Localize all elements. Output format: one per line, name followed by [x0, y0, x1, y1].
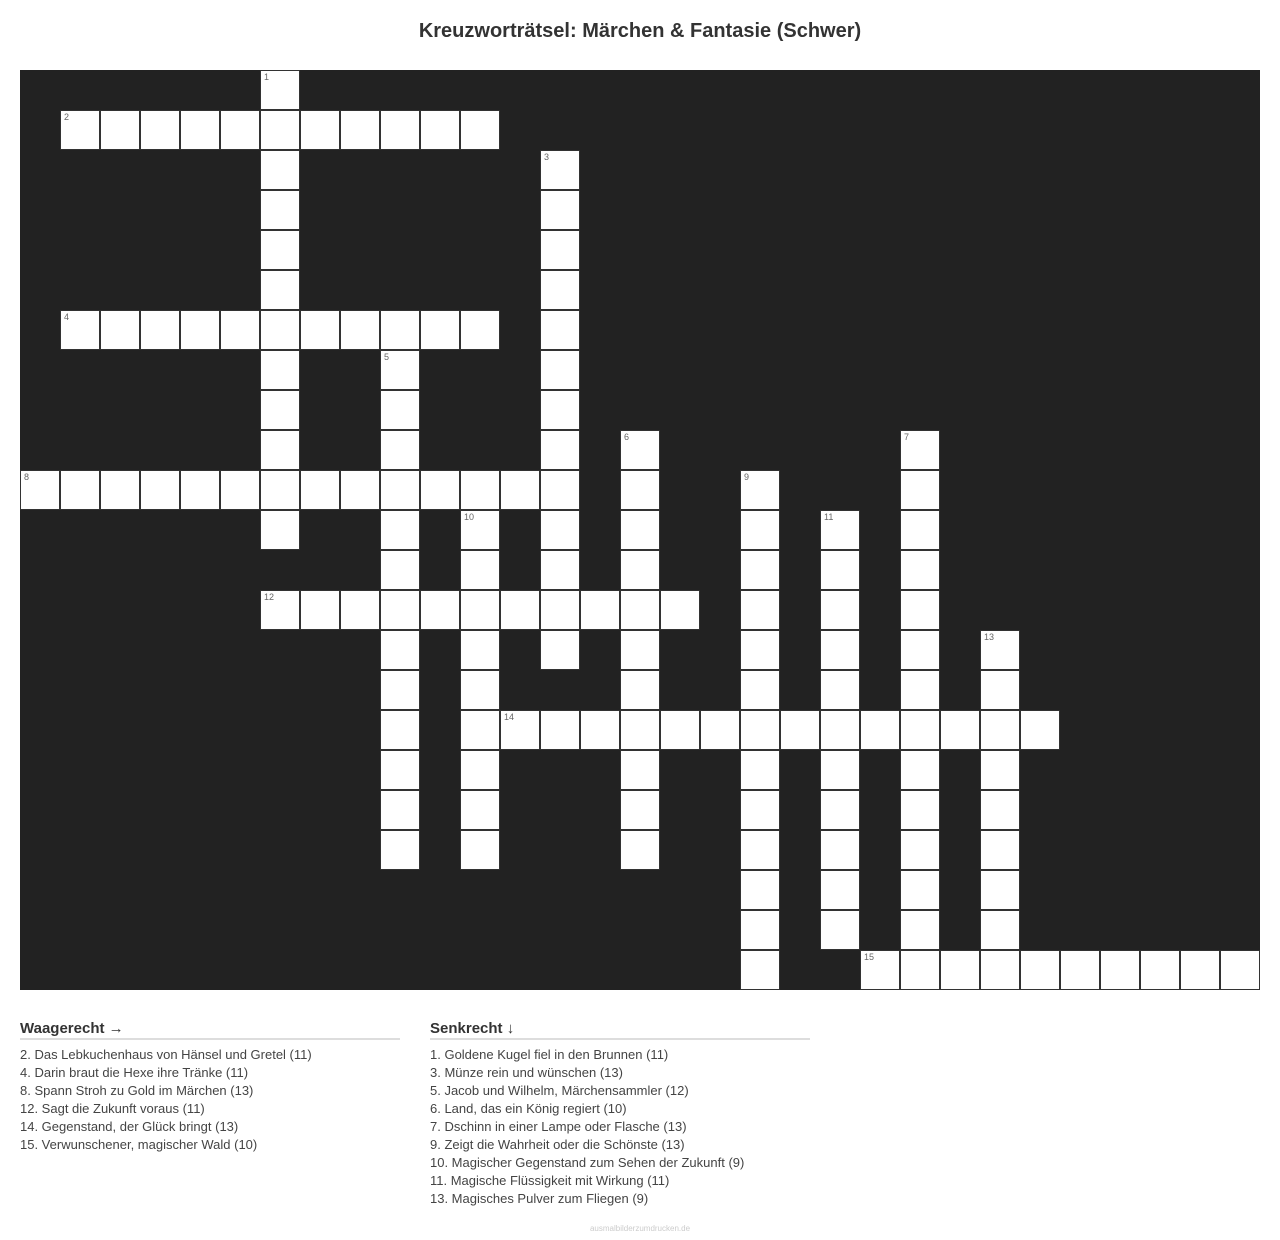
grid-cell[interactable]	[740, 470, 780, 510]
grid-cell[interactable]	[740, 910, 780, 950]
grid-cell[interactable]	[900, 510, 940, 550]
grid-cell[interactable]	[540, 430, 580, 470]
grid-cell[interactable]	[540, 350, 580, 390]
grid-cell[interactable]	[460, 630, 500, 670]
grid-cell[interactable]	[460, 590, 500, 630]
grid-cell[interactable]	[60, 110, 100, 150]
grid-cell[interactable]	[620, 710, 660, 750]
grid-cell[interactable]	[300, 110, 340, 150]
grid-cell[interactable]	[660, 710, 700, 750]
grid-cell[interactable]	[740, 510, 780, 550]
grid-cell[interactable]	[20, 470, 60, 510]
grid-cell[interactable]	[220, 470, 260, 510]
grid-cell[interactable]	[820, 670, 860, 710]
grid-cell[interactable]	[820, 870, 860, 910]
grid-cell[interactable]	[500, 590, 540, 630]
grid-cell[interactable]	[340, 310, 380, 350]
grid-cell[interactable]	[980, 630, 1020, 670]
grid-cell[interactable]	[540, 510, 580, 550]
grid-cell[interactable]	[820, 830, 860, 870]
grid-cell[interactable]	[900, 590, 940, 630]
grid-cell[interactable]	[900, 870, 940, 910]
grid-cell[interactable]	[900, 550, 940, 590]
grid-cell[interactable]	[300, 590, 340, 630]
grid-cell[interactable]	[740, 550, 780, 590]
clue-number: 8	[24, 472, 30, 482]
grid-cell[interactable]	[460, 750, 500, 790]
grid-cell[interactable]	[460, 470, 500, 510]
grid-cell[interactable]	[860, 950, 900, 990]
grid-cell[interactable]	[380, 470, 420, 510]
grid-cell[interactable]	[540, 190, 580, 230]
grid-cell[interactable]	[820, 590, 860, 630]
grid-cell[interactable]	[620, 750, 660, 790]
clue-number: 1	[264, 72, 270, 82]
grid-cell[interactable]	[220, 110, 260, 150]
grid-cell[interactable]	[820, 710, 860, 750]
across-clues	[20, 1020, 400, 1154]
grid-cell[interactable]	[380, 750, 420, 790]
grid-cell[interactable]	[100, 310, 140, 350]
clue-number: 4	[64, 312, 70, 322]
grid-cell[interactable]	[980, 870, 1020, 910]
grid-cell[interactable]	[260, 350, 300, 390]
grid-cell[interactable]	[380, 630, 420, 670]
grid-cell[interactable]	[980, 710, 1020, 750]
grid-cell[interactable]	[540, 550, 580, 590]
grid-cell[interactable]	[940, 950, 980, 990]
grid-cell[interactable]	[140, 310, 180, 350]
grid-cell[interactable]	[380, 430, 420, 470]
grid-cell[interactable]	[620, 630, 660, 670]
grid-cell[interactable]	[1020, 950, 1060, 990]
grid-cell[interactable]	[460, 510, 500, 550]
grid-cell[interactable]	[500, 710, 540, 750]
clue-number: 9	[744, 472, 750, 482]
grid-cell[interactable]	[380, 390, 420, 430]
grid-cell[interactable]	[180, 110, 220, 150]
grid-cell[interactable]	[500, 470, 540, 510]
grid-cell[interactable]	[540, 230, 580, 270]
grid-cell[interactable]	[1220, 950, 1260, 990]
grid-cell[interactable]	[820, 750, 860, 790]
grid-cell[interactable]	[460, 790, 500, 830]
grid-cell[interactable]	[540, 150, 580, 190]
grid-cell[interactable]	[580, 590, 620, 630]
grid-cell[interactable]	[460, 670, 500, 710]
grid-cell[interactable]	[900, 470, 940, 510]
grid-cell[interactable]	[740, 750, 780, 790]
grid-cell[interactable]	[820, 630, 860, 670]
grid-cell[interactable]	[380, 590, 420, 630]
grid-cell[interactable]	[700, 710, 740, 750]
grid-cell[interactable]	[780, 710, 820, 750]
grid-cell[interactable]	[260, 70, 300, 110]
across-heading: Waagerecht →	[20, 1020, 400, 1040]
grid-cell[interactable]	[180, 310, 220, 350]
grid-cell[interactable]	[420, 590, 460, 630]
grid-cell[interactable]	[340, 110, 380, 150]
grid-cell[interactable]	[140, 110, 180, 150]
grid-cell[interactable]	[980, 830, 1020, 870]
grid-cell[interactable]	[740, 590, 780, 630]
grid-cell[interactable]	[620, 470, 660, 510]
grid-cell[interactable]	[660, 590, 700, 630]
grid-cell[interactable]	[740, 830, 780, 870]
grid-cell[interactable]	[260, 230, 300, 270]
clue-down: 7. Dschinn in einer Lampe oder Flasche (13)	[430, 1119, 687, 1134]
clue-down: 3. Münze rein und wünschen (13)	[430, 1065, 623, 1080]
grid-cell[interactable]	[60, 470, 100, 510]
grid-cell[interactable]	[380, 510, 420, 550]
grid-cell[interactable]	[540, 630, 580, 670]
clue-number: 5	[384, 352, 390, 362]
grid-cell[interactable]	[380, 710, 420, 750]
grid-cell[interactable]	[260, 150, 300, 190]
grid-cell[interactable]	[900, 830, 940, 870]
grid-cell[interactable]	[60, 310, 100, 350]
grid-cell[interactable]	[540, 710, 580, 750]
grid-cell[interactable]	[460, 830, 500, 870]
grid-cell[interactable]	[260, 390, 300, 430]
grid-cell[interactable]	[260, 110, 300, 150]
grid-cell[interactable]	[940, 710, 980, 750]
clue-across: 8. Spann Stroh zu Gold im Märchen (13)	[20, 1083, 254, 1098]
clue-number: 14	[504, 712, 515, 722]
clue-across: 14. Gegenstand, der Glück bringt (13)	[20, 1119, 239, 1134]
grid-cell[interactable]	[1180, 950, 1220, 990]
down-clues	[430, 1020, 810, 1208]
grid-cell[interactable]	[900, 630, 940, 670]
grid-cell[interactable]	[740, 710, 780, 750]
clue-down: 5. Jacob und Wilhelm, Märchensammler (12)	[430, 1083, 689, 1098]
clue-down: 11. Magische Flüssigkeit mit Wirkung (11)	[430, 1173, 670, 1188]
grid-cell[interactable]	[900, 430, 940, 470]
grid-cell[interactable]	[540, 470, 580, 510]
grid-cell[interactable]	[1140, 950, 1180, 990]
grid-cell[interactable]	[540, 590, 580, 630]
grid-cell[interactable]	[340, 470, 380, 510]
grid-cell[interactable]	[980, 670, 1020, 710]
grid-cell[interactable]	[900, 710, 940, 750]
clue-number: 6	[624, 432, 630, 442]
grid-cell[interactable]	[460, 110, 500, 150]
grid-cell[interactable]	[460, 710, 500, 750]
grid-cell[interactable]	[140, 470, 180, 510]
clue-number: 2	[64, 112, 70, 122]
footer-credit: ausmalbilderzumdrucken.de	[589, 1224, 691, 1233]
grid-cell[interactable]	[380, 310, 420, 350]
grid-cell[interactable]	[900, 950, 940, 990]
grid-cell[interactable]	[260, 510, 300, 550]
grid-cell[interactable]	[620, 790, 660, 830]
grid-cell[interactable]	[740, 790, 780, 830]
grid-cell[interactable]	[900, 750, 940, 790]
grid-cell[interactable]	[420, 470, 460, 510]
grid-cell[interactable]	[180, 470, 220, 510]
clue-number: 13	[984, 632, 995, 642]
grid-cell[interactable]	[220, 310, 260, 350]
clue-down: 6. Land, das ein König regiert (10)	[430, 1101, 627, 1116]
grid-cell[interactable]	[820, 510, 860, 550]
grid-cell[interactable]	[260, 470, 300, 510]
grid-cell[interactable]	[580, 710, 620, 750]
grid-cell[interactable]	[740, 670, 780, 710]
grid-cell[interactable]	[420, 110, 460, 150]
clue-number: 7	[904, 432, 910, 442]
grid-cell[interactable]	[820, 910, 860, 950]
grid-cell[interactable]	[260, 590, 300, 630]
grid-cell[interactable]	[300, 310, 340, 350]
grid-cell[interactable]	[1100, 950, 1140, 990]
grid-cell[interactable]	[420, 310, 460, 350]
grid-cell[interactable]	[540, 390, 580, 430]
grid-cell[interactable]	[380, 830, 420, 870]
grid-cell[interactable]	[740, 630, 780, 670]
page-title: Kreuzworträtsel: Märchen & Fantasie (Schwer)	[418, 20, 862, 42]
clue-number: 3	[544, 152, 550, 162]
grid-cell[interactable]	[740, 870, 780, 910]
clue-down: 13. Magisches Pulver zum Fliegen (9)	[430, 1191, 649, 1206]
grid-cell[interactable]	[980, 910, 1020, 950]
down-heading: Senkrecht ↓	[430, 1020, 810, 1040]
clue-across: 12. Sagt die Zukunft voraus (11)	[20, 1101, 205, 1116]
grid-cell[interactable]	[260, 430, 300, 470]
grid-cell[interactable]	[740, 950, 780, 990]
grid-cell[interactable]	[980, 950, 1020, 990]
grid-cell[interactable]	[980, 750, 1020, 790]
grid-cell[interactable]	[380, 550, 420, 590]
grid-cell[interactable]	[540, 270, 580, 310]
grid-cell[interactable]	[100, 110, 140, 150]
clue-number: 15	[864, 952, 875, 962]
clue-number: 12	[264, 592, 275, 602]
grid-cell[interactable]	[380, 670, 420, 710]
grid-cell[interactable]	[460, 310, 500, 350]
grid-cell[interactable]	[900, 790, 940, 830]
clue-down: 1. Goldene Kugel fiel in den Brunnen (11)	[430, 1047, 669, 1062]
grid-cell[interactable]	[620, 550, 660, 590]
clue-across: 2. Das Lebkuchenhaus von Hänsel und Gretel (11)	[20, 1047, 312, 1062]
grid-cell[interactable]	[380, 790, 420, 830]
grid-cell[interactable]	[460, 550, 500, 590]
clue-number: 10	[464, 512, 475, 522]
grid-cell[interactable]	[820, 550, 860, 590]
grid-cell[interactable]	[900, 910, 940, 950]
grid-cell[interactable]	[820, 790, 860, 830]
clue-down: 9. Zeigt die Wahrheit oder die Schönste (13)	[430, 1137, 685, 1152]
grid-cell[interactable]	[620, 830, 660, 870]
grid-cell[interactable]	[620, 590, 660, 630]
grid-cell[interactable]	[1020, 710, 1060, 750]
grid-cell[interactable]	[620, 430, 660, 470]
grid-cell[interactable]	[260, 270, 300, 310]
grid-cell[interactable]	[540, 310, 580, 350]
grid-cell[interactable]	[860, 710, 900, 750]
grid-cell[interactable]	[380, 350, 420, 390]
clue-number: 11	[824, 512, 834, 522]
grid-cell[interactable]	[620, 510, 660, 550]
grid-cell[interactable]	[340, 590, 380, 630]
clue-across: 4. Darin braut die Hexe ihre Tränke (11)	[20, 1065, 249, 1080]
crossword-grid	[20, 70, 1260, 990]
grid-cell[interactable]	[900, 670, 940, 710]
clue-across: 15. Verwunschener, magischer Wald (10)	[20, 1137, 258, 1152]
grid-cell[interactable]	[260, 310, 300, 350]
grid-cell[interactable]	[100, 470, 140, 510]
grid-cell[interactable]	[1060, 950, 1100, 990]
grid-cell[interactable]	[620, 670, 660, 710]
grid-cell[interactable]	[380, 110, 420, 150]
grid-cell[interactable]	[300, 470, 340, 510]
grid-cell[interactable]	[980, 790, 1020, 830]
grid-cell[interactable]	[260, 190, 300, 230]
clue-down: 10. Magischer Gegenstand zum Sehen der Zukunft (9)	[430, 1155, 745, 1170]
